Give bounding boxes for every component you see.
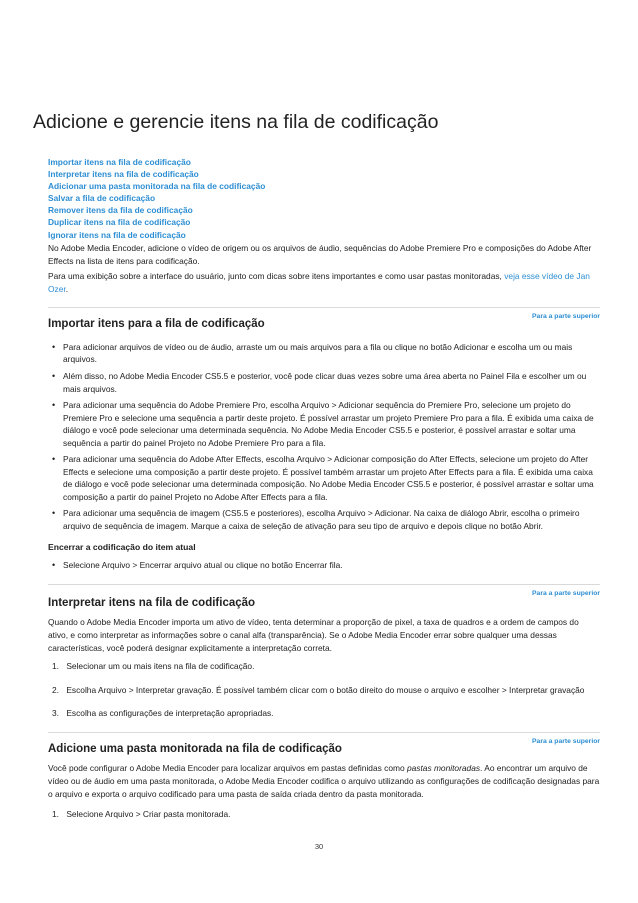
- list-item: 2. Escolha Arquivo > Interpretar gravação. É possível também clicar com o botão direito do mouse o arquivo e escolher > Interpretar gravação: [52, 685, 585, 695]
- list-item: • Para adicionar uma sequência do Adobe Premiere Pro, escolha Arquivo > Adicionar sequência do Premiere Pro, selecione um projeto do Premiere Pro e selecione uma sequência a partir deste projeto. É possível arrastar um projeto Premiere Pro para a fila. É exibida uma caixa de diálogo e você pode selecionar uma determinada sequência. No Adobe Media Encoder CS5.5 e posterior, é possível arrastar e soltar uma sequência a partir do painel Projeto no Adobe Premiere Pro para a fila.: [48, 399, 600, 449]
- import-bullet-list: [48, 341, 600, 537]
- back-to-top-link[interactable]: Para a parte superior: [532, 590, 600, 597]
- intro-paragraph: No Adobe Media Encoder, adicione o vídeo de origem ou os arquivos de áudio, sequências do Adobe Premiere Pro e composições do Adobe After Effects na lista de itens para codificação.: [48, 243, 592, 266]
- section-heading-watch-folder: Adicione uma pasta monitorada na fila de codificação: [48, 743, 342, 755]
- toc-link-watch-folder[interactable]: Adicionar uma pasta monitorada na fila de codificação: [48, 181, 266, 192]
- page-title: Adicione e gerencie itens na fila de codificação: [33, 111, 439, 133]
- list-item: • Para adicionar arquivos de vídeo ou de áudio, arraste um ou mais arquivos para a fila ou clique no botão Adicionar e escolha um ou mais arquivos.: [48, 341, 600, 366]
- toc-link-save[interactable]: Salvar a fila de codificação: [48, 193, 156, 204]
- toc-link-interpret[interactable]: Interpretar itens na fila de codificação: [48, 169, 199, 180]
- section-heading-interpret: Interpretar itens na fila de codificação: [48, 597, 256, 609]
- section-divider: [48, 584, 600, 585]
- toc-link-import[interactable]: Importar itens na fila de codificação: [48, 157, 191, 167]
- toc-link-skip[interactable]: Ignorar itens na fila de codificação: [48, 229, 186, 240]
- page-number: 30: [314, 842, 324, 851]
- intro-video-paragraph: [48, 270, 600, 296]
- section-divider: [48, 732, 600, 733]
- list-item: • Para adicionar uma sequência do Adobe After Effects, escolha Arquivo > Adicionar composição do After Effects, selecione um projeto do After Effects e selecione uma composição a partir deste projeto. É possível também arrastar um projeto After Effects para a fila. É exibida uma caixa de diálogo e você pode selecionar uma determinada composição. No Adobe Media Encoder CS5.5 e posterior, é possível arrastar e soltar uma composição a partir do painel Projeto no Adobe After Effects para a fila.: [48, 453, 600, 503]
- list-item: 3. Escolha as configurações de interpretação apropriadas.: [52, 708, 274, 718]
- section-heading-import: Importar itens para a fila de codificação: [48, 318, 265, 330]
- list-item: • Além disso, no Adobe Media Encoder CS5.5 e posterior, você pode clicar duas vezes sobre uma área aberta no Painel Fila e escolher um ou mais arquivos.: [48, 370, 600, 395]
- intro-video-text: Para uma exibição sobre a interface do usuário, junto com dicas sobre itens importantes e como usar pastas monitoradas,: [48, 271, 502, 281]
- back-to-top-link[interactable]: Para a parte superior: [532, 313, 600, 320]
- intro-video-end: .: [65, 284, 69, 294]
- toc-link-duplicate[interactable]: Duplicar itens na fila de codificação: [48, 217, 191, 228]
- stop-bullet-list: [48, 559, 600, 576]
- interpret-paragraph: Quando o Adobe Media Encoder importa um ativo de vídeo, tenta determinar a proporção de pixel, a taxa de quadros e a ordem de campos do ativo, e como interpretar as informações sobre o canal alfa (transparência). Se o Adobe Media Encoder errar sobre qualquer uma dessas características, você poderá designar explicitamente a interpretação correta.: [48, 617, 579, 653]
- table-of-contents: [48, 156, 265, 241]
- list-item: • Selecione Arquivo > Encerrar arquivo atual ou clique no botão Encerrar fila.: [48, 559, 600, 571]
- video-link[interactable]: veja esse vídeo de Jan Ozer: [48, 271, 590, 294]
- back-to-top-link[interactable]: Para a parte superior: [532, 738, 600, 745]
- list-item: 1. Selecione Arquivo > Criar pasta monitorada.: [52, 809, 231, 819]
- list-item: 1. Selecionar um ou mais itens na fila de codificação.: [52, 661, 255, 671]
- section-divider: [48, 307, 600, 308]
- toc-link-remove[interactable]: Remover itens da fila de codificação: [48, 205, 193, 216]
- subsection-heading-stop: Encerrar a codificação do item atual: [48, 542, 196, 552]
- watch-folder-paragraph: Você pode configurar o Adobe Media Encoder para localizar arquivos em pastas definidas como pastas monitoradas. Ao encontrar um arquivo de vídeo ou de áudio em uma pasta monitorada, o Adobe Media Encoder codifica o arquivo utilizando as configurações de codificação designadas para o arquivo e exporta o arquivo codificado para uma pasta de saída criada dentro da pasta monitorada.: [48, 763, 600, 799]
- list-item: • Para adicionar uma sequência de imagem (CS5.5 e posteriores), escolha Arquivo > Adicionar. Na caixa de diálogo Abrir, escolha o primeiro arquivo de sequência de imagem. Marque a caixa de seleção de ativação para seu tipo de arquivo e depois clique no botão Abrir.: [48, 507, 600, 532]
